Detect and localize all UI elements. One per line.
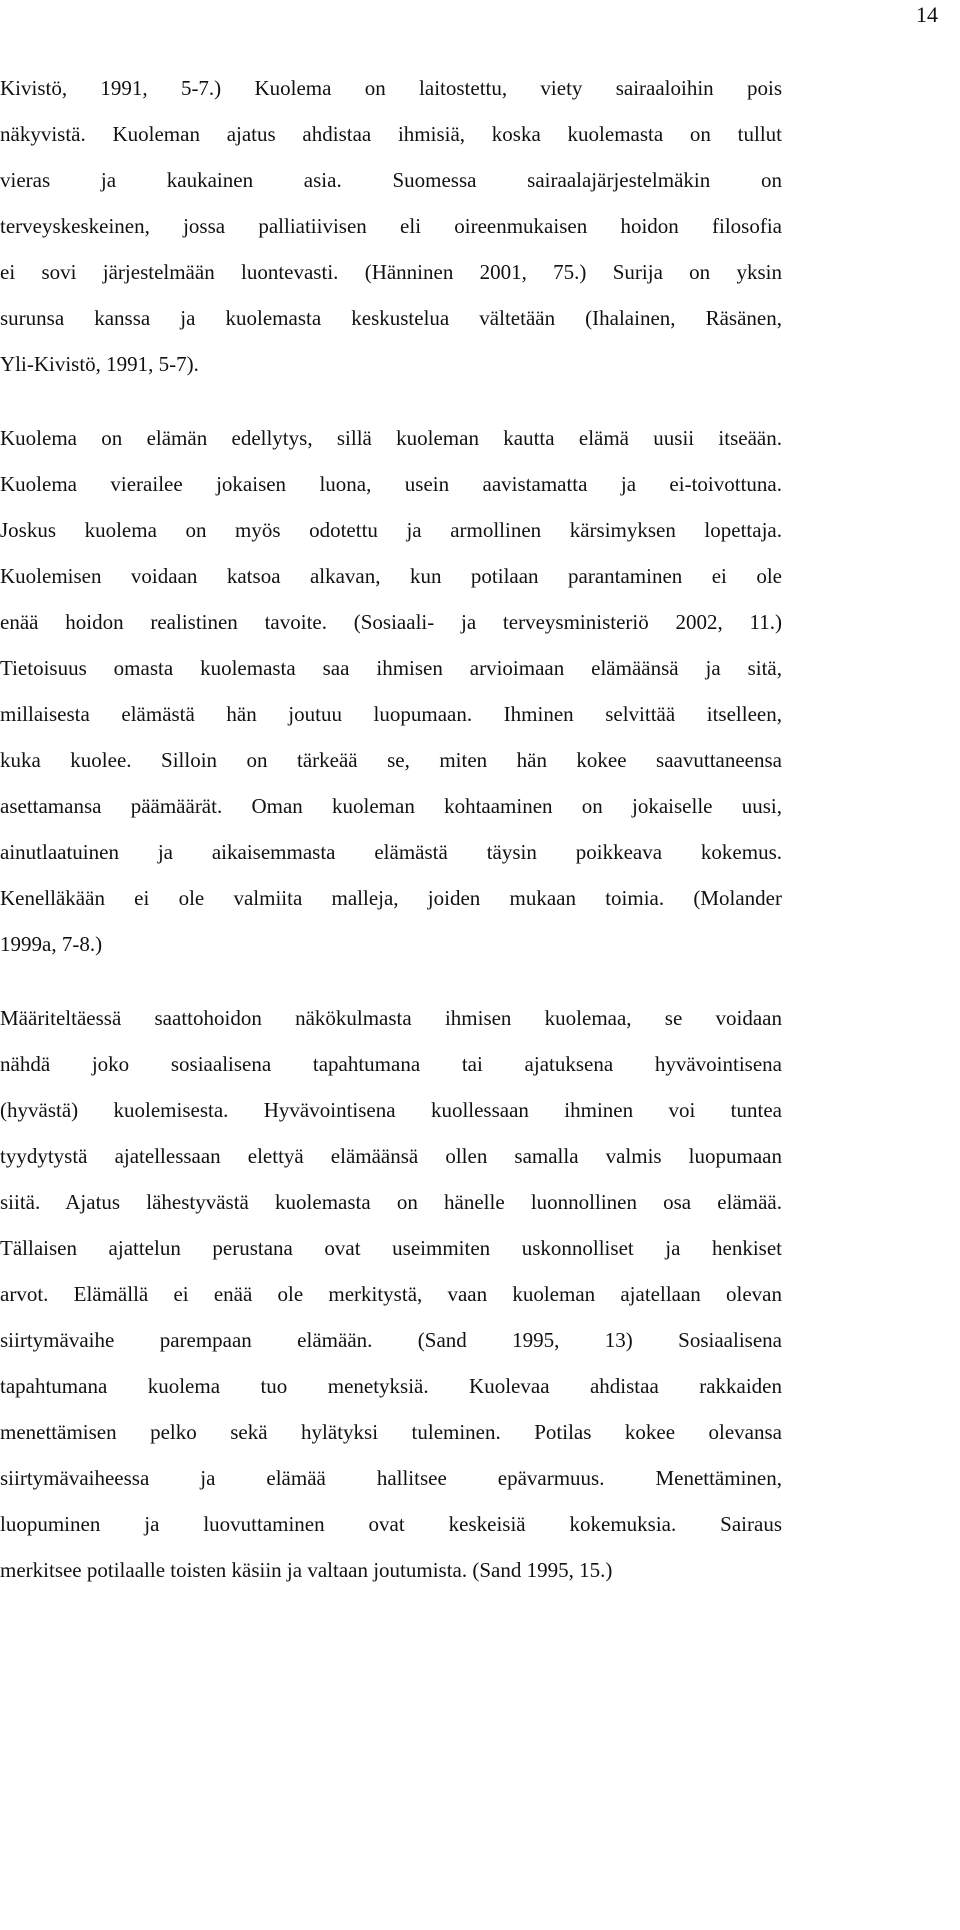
text-line: Kivistö, 1991, 5-7.) Kuolema on laitostettu, viety sairaaloihin pois [0, 76, 782, 100]
text-line: terveyskeskeinen, jossa palliatiivisen eli oireenmukaisen hoidon filosofia [0, 214, 782, 238]
text-line: Joskus kuolema on myös odotettu ja armollinen kärsimyksen lopettaja. [0, 518, 782, 542]
text-line: Kuolema on elämän edellytys, sillä kuoleman kautta elämä uusii itseään. [0, 426, 782, 450]
text-line: ainutlaatuinen ja aikaisemmasta elämästä täysin poikkeava kokemus. [0, 840, 782, 864]
text-line: tyydytystä ajatellessaan elettyä elämäänsä ollen samalla valmis luopumaan [0, 1144, 782, 1168]
text-line: merkitsee potilaalle toisten käsiin ja valtaan joutumista. (Sand 1995, 15.) [0, 1558, 613, 1582]
text-line: 1999a, 7-8.) [0, 932, 103, 956]
text-line: millaisesta elämästä hän joutuu luopumaan. Ihminen selvittää itselleen, [0, 702, 782, 726]
text-line: Kuolema vierailee jokaisen luona, usein aavistamatta ja ei-toivottuna. [0, 472, 782, 496]
text-line: kuka kuolee. Silloin on tärkeää se, miten hän kokee saavuttaneensa [0, 748, 782, 772]
text-line: Tietoisuus omasta kuolemasta saa ihmisen arvioimaan elämäänsä ja sitä, [0, 656, 782, 680]
text-line: näkyvistä. Kuoleman ajatus ahdistaa ihmisiä, koska kuolemasta on tullut [0, 122, 782, 146]
text-line: asettamansa päämäärät. Oman kuoleman kohtaaminen on jokaiselle uusi, [0, 794, 782, 818]
text-line: menettämisen pelko sekä hylätyksi tuleminen. Potilas kokee olevansa [0, 1420, 782, 1444]
text-line: vieras ja kaukainen asia. Suomessa sairaalajärjestelmäkin on [0, 168, 782, 192]
text-line: Määriteltäessä saattohoidon näkökulmasta ihmisen kuolemaa, se voidaan [0, 1006, 782, 1030]
page-number: 14 [916, 2, 938, 27]
text-line: arvot. Elämällä ei enää ole merkitystä, vaan kuoleman ajatellaan olevan [0, 1282, 782, 1306]
text-line: Yli-Kivistö, 1991, 5-7). [0, 352, 199, 376]
text-line: ei sovi järjestelmään luontevasti. (Hänninen 2001, 75.) Surija on yksin [0, 260, 782, 284]
text-line: Kenelläkään ei ole valmiita malleja, joiden mukaan toimia. (Molander [0, 886, 782, 910]
text-line: Tällaisen ajattelun perustana ovat useimmiten uskonnolliset ja henkiset [0, 1236, 782, 1260]
text-line: tapahtumana kuolema tuo menetyksiä. Kuolevaa ahdistaa rakkaiden [0, 1374, 782, 1398]
text-line: enää hoidon realistinen tavoite. (Sosiaali- ja terveysministeriö 2002, 11.) [0, 610, 782, 634]
text-line: (hyvästä) kuolemisesta. Hyvävointisena kuollessaan ihminen voi tuntea [0, 1098, 782, 1122]
text-line: Kuolemisen voidaan katsoa alkavan, kun potilaan parantaminen ei ole [0, 564, 782, 588]
text-line: siirtymävaiheessa ja elämää hallitsee epävarmuus. Menettäminen, [0, 1466, 782, 1490]
text-line: nähdä joko sosiaalisena tapahtumana tai ajatuksena hyvävointisena [0, 1052, 782, 1076]
text-line: surunsa kanssa ja kuolemasta keskustelua vältetään (Ihalainen, Räsänen, [0, 306, 782, 330]
text-line: siirtymävaihe parempaan elämään. (Sand 1995, 13) Sosiaalisena [0, 1328, 782, 1352]
text-line: luopuminen ja luovuttaminen ovat keskeisiä kokemuksia. Sairaus [0, 1512, 782, 1536]
text-line: siitä. Ajatus lähestyvästä kuolemasta on hänelle luonnollinen osa elämää. [0, 1190, 782, 1214]
